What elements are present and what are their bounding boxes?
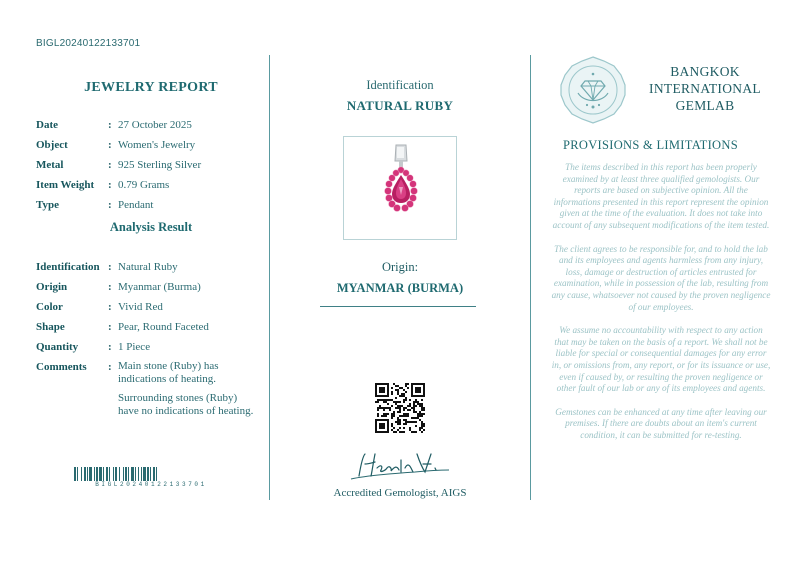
field-label: Metal <box>36 159 64 171</box>
provisions-title: PROVISIONS & LIMITATIONS <box>563 138 738 152</box>
ruby-pendant-image <box>344 137 456 239</box>
comment-extra: Surrounding stones (Ruby) have no indications of heating. <box>118 392 254 417</box>
field-value: Vivid Red <box>118 301 163 313</box>
provisions-paragraph: Gemstones can be enhanced at any time after leaving our premises. If there are doubts about an item's current condition, it can be submitted for re-testing. <box>555 406 767 440</box>
field-item-weight <box>36 178 266 192</box>
field-value: Myanmar (Burma) <box>118 281 201 293</box>
barcode <box>74 467 228 481</box>
divider-left <box>269 55 270 500</box>
separator: : <box>108 341 112 353</box>
origin-label: Origin: <box>381 260 419 274</box>
separator: : <box>108 199 112 211</box>
field-value: 27 October 2025 <box>118 119 192 131</box>
field-comments <box>36 360 268 386</box>
separator: : <box>108 321 112 333</box>
analysis-result-heading: Analysis Result <box>109 220 193 234</box>
origin-divider <box>320 306 476 307</box>
identification-label: Identification <box>366 78 434 92</box>
field-label: Date <box>36 119 58 131</box>
lab-name <box>640 63 770 114</box>
field-label: Origin <box>36 281 68 293</box>
field-value: Women's Jewelry <box>118 139 196 151</box>
separator: : <box>108 159 112 171</box>
field-label: Identification <box>36 261 100 273</box>
divider-right <box>530 55 531 500</box>
field-shape <box>36 320 268 334</box>
field-color <box>36 300 268 314</box>
field-metal <box>36 158 266 172</box>
field-object <box>36 138 266 152</box>
provisions-text <box>551 162 771 453</box>
field-label: Type <box>36 199 60 211</box>
field-value: Pendant <box>118 199 154 211</box>
gemlab-seal-logo <box>558 55 628 125</box>
separator: : <box>108 281 112 293</box>
identification-title: NATURAL RUBY <box>346 98 454 113</box>
field-label: Shape <box>36 321 65 333</box>
field-value: Natural Ruby <box>118 261 178 273</box>
gemologist-signature <box>345 446 455 484</box>
separator: : <box>108 301 112 313</box>
provisions-paragraph: We assume no accountability with respect to any action that may be taken on the basis of a report. We shall not be liable for special or consequential damages for any error in, or omissions from, any report, or for its issuance or use, even if caused by, or resulting the proven negligence or other fault of our lab or any of its employees and agents. <box>551 325 771 394</box>
field-type <box>36 198 266 212</box>
field-origin <box>36 280 268 294</box>
field-label: Object <box>36 139 68 151</box>
field-quantity <box>36 340 268 354</box>
lab-name-line: BANGKOK <box>670 64 740 79</box>
field-value: Pear, Round Faceted <box>118 321 209 333</box>
separator: : <box>108 361 112 373</box>
qr-code[interactable] <box>375 383 425 433</box>
field-label: Color <box>36 301 63 313</box>
separator: : <box>108 261 112 273</box>
field-value: 925 Sterling Silver <box>118 159 202 171</box>
origin-value: MYANMAR (BURMA) <box>336 281 464 295</box>
field-date <box>36 118 266 132</box>
provisions-paragraph: The items described in this report has been properly examined by at least three qualified gemologists. Our reports are based on subjective opinion. All the informations presented in this report represent the opinion given at the time of the evaluation. It does not take into account of any subsequent modifications of the item tested. <box>552 162 770 230</box>
field-label: Item Weight <box>36 179 95 191</box>
provisions-paragraph: The client agrees to be responsible for, and to hold the lab and its employees and agents harmless from any injury, loss, damage or destruction of articles entrusted for examination, while in possession of the lab, resulting from any cause, whatsoever not caused by the proven negligence of our employees. <box>551 243 771 312</box>
lab-name-line: INTERNATIONAL <box>649 81 761 96</box>
field-value: 0.79 Grams <box>118 179 170 191</box>
field-value: 1 Piece <box>118 341 151 353</box>
field-value: Main stone (Ruby) has indications of heating. <box>118 360 219 385</box>
lab-name-line: GEMLAB <box>675 98 735 113</box>
item-details <box>36 118 266 218</box>
jewelry-report-title: JEWELRY REPORT <box>84 80 218 95</box>
analysis-details <box>36 260 268 418</box>
separator: : <box>108 179 112 191</box>
item-photo <box>343 136 457 240</box>
field-label: Quantity <box>36 341 79 353</box>
separator: : <box>108 139 112 151</box>
barcode-text: BIGL20240122133701 <box>95 481 207 488</box>
report-id: BIGL20240122133701 <box>36 38 141 49</box>
separator: : <box>108 119 112 131</box>
field-label: Comments <box>36 361 87 373</box>
field-identification <box>36 260 268 274</box>
gemologist-credential: Accredited Gemologist, AIGS <box>333 487 467 499</box>
